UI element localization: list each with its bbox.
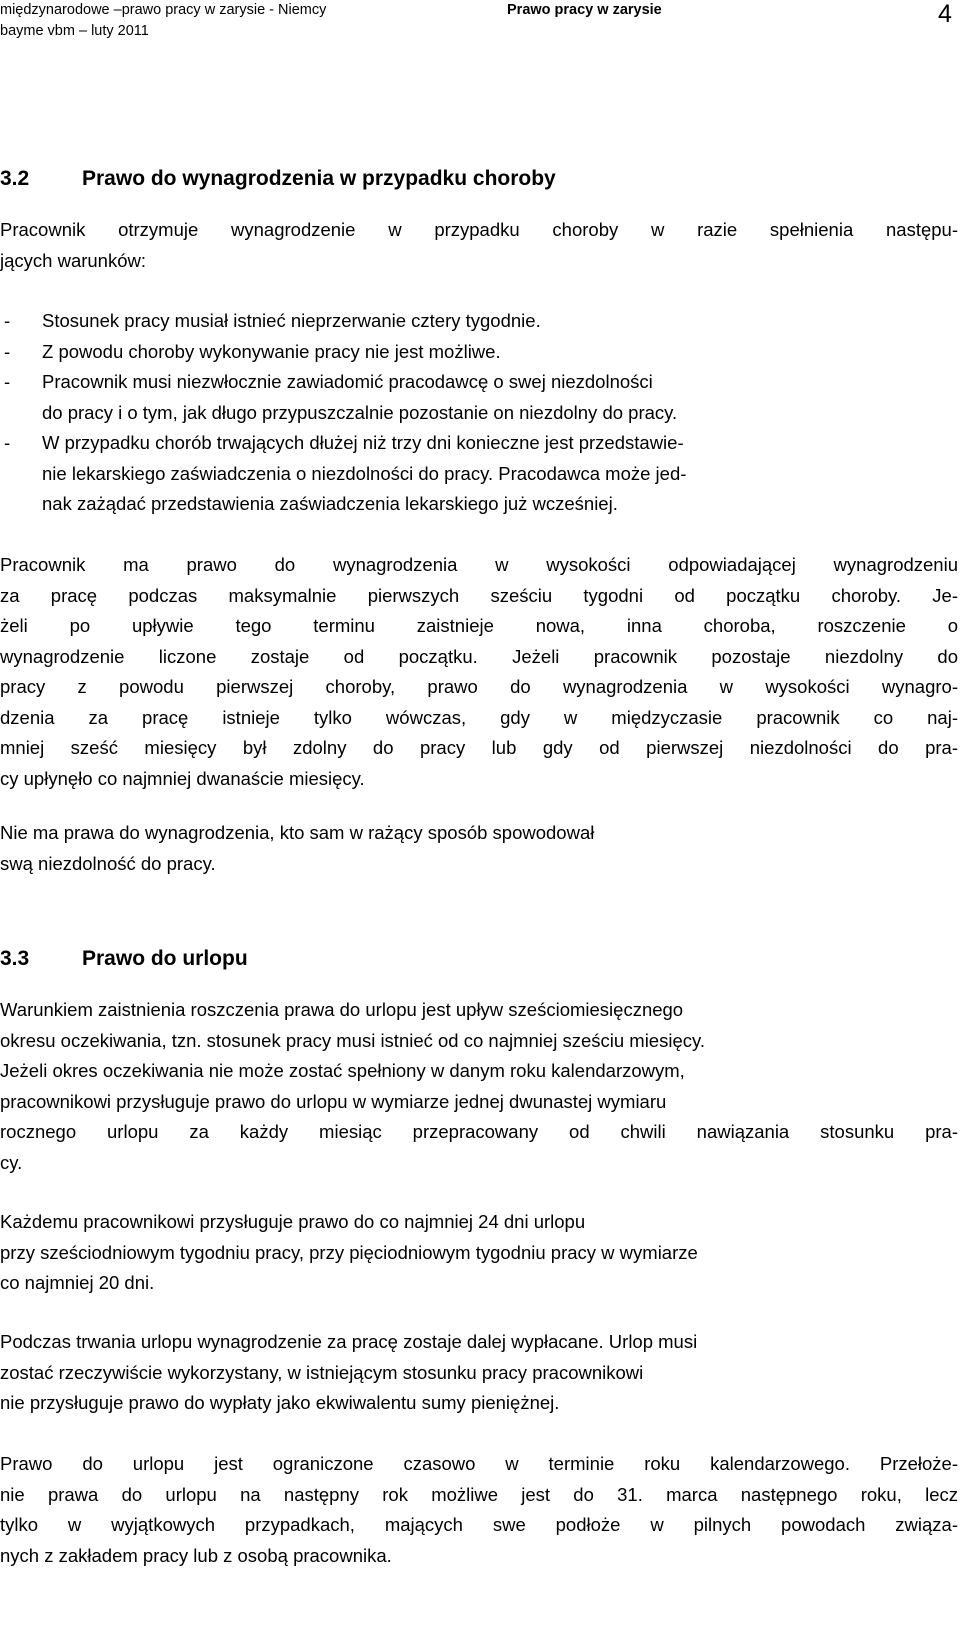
list-dash: - (4, 432, 11, 453)
list-dash: - (4, 310, 11, 331)
text-line: Prawo do urlopu jest ograniczone czasowo w terminie roku kalendarzowego. Przełoże- (0, 1453, 958, 1474)
text-line: Podczas trwania urlopu wynagrodzenie za pracę zostaje dalej wypłacane. Urlop musi (0, 1331, 698, 1352)
list-item (0, 306, 958, 337)
text-line: jących warunków: (0, 249, 147, 271)
text-line: mniej sześć miesięcy był zdolny do pracy lub gdy od pierwszej niezdolności do pra- (0, 737, 958, 758)
text-line: zostać rzeczywiście wykorzystany, w istniejącym stosunku pracy pracownikowi (0, 1361, 644, 1383)
text-line: nie przysługuje prawo do wypłaty jako ekwiwalentu sumy pieniężnej. (0, 1392, 560, 1413)
section-number: 3.3 (0, 947, 30, 970)
text-line: nie prawa do urlopu na następny rok możliwe jest do 31. marca następnego roku, lecz (0, 1483, 958, 1505)
text-line: nych z zakładem pracy lub z osobą pracownika. (0, 1544, 392, 1566)
text-line: Pracownik otrzymuje wynagrodzenie w przypadku choroby w razie spełnienia następu- (0, 219, 958, 240)
text-line: pracownikowi przysługuje prawo do urlopu w wymiarze jednej dwunastej wymiaru (0, 1090, 667, 1112)
text-line: przy sześciodniowym tygodniu pracy, przy pięciodniowym tygodniu pracy w wymiarze (0, 1241, 698, 1263)
text-line: Nie ma prawa do wynagrodzenia, kto sam w rażący sposób spowodował (0, 822, 595, 843)
running-header (0, 0, 326, 42)
text-line: rocznego urlopu za każdy miesiąc przepracowany od chwili nawiązania stosunku pra- (0, 1121, 958, 1142)
header-publisher-date: bayme vbm – luty 2011 (0, 23, 149, 39)
paragraph-leave-days (0, 1207, 958, 1299)
text-line: Każdemu pracownikowi przysługuje prawo do co najmniej 24 dni urlopu (0, 1211, 586, 1232)
text-line: Pracownik ma prawo do wynagrodzenia w wysokości odpowiadającej wynagrodzeniu (0, 554, 958, 575)
text-line: swą niezdolność do pracy. (0, 852, 216, 874)
list-item (0, 367, 958, 428)
list-item-text: nie lekarskiego zaświadczenia o niezdolności do pracy. Pracodawca może jed- (42, 462, 687, 484)
paragraph-remuneration (0, 550, 958, 794)
section-title: Prawo do wynagrodzenia w przypadku choroby (82, 167, 556, 190)
section-number: 3.2 (0, 167, 30, 190)
list-item (0, 337, 958, 368)
text-line: wynagrodzenie liczone zostaje od początku. Jeżeli pracownik pozostaje niezdolny do (0, 645, 958, 667)
list-item (0, 428, 958, 520)
list-item-text: W przypadku chorób trwających dłużej niż trzy dni konieczne jest przedstawie- (42, 432, 684, 453)
text-line: pracy z powodu pierwszej choroby, prawo do wynagrodzenia w wysokości wynagro- (0, 676, 958, 697)
header-section-title: Prawo pracy w zarysie (507, 2, 662, 18)
section-title: Prawo do urlopu (82, 947, 248, 970)
list-item-text: Stosunek pracy musiał istnieć nieprzerwanie cztery tygodnie. (42, 310, 541, 331)
text-line: tylko w wyjątkowych przypadkach, mających swe podłoże w pilnych powodach związa- (0, 1514, 958, 1535)
text-line: za pracę podczas maksymalnie pierwszych sześciu tygodni od początku choroby. Je- (0, 584, 958, 606)
header-document-title: międzynarodowe –prawo pracy w zarysie - Niemcy (0, 2, 327, 18)
section-heading-3-3 (0, 946, 248, 972)
text-line: cy. (0, 1151, 23, 1173)
section-heading-3-2 (0, 166, 556, 192)
paragraph-intro (0, 215, 958, 276)
paragraph-waiting-period (0, 995, 958, 1178)
paragraph-leave-pay (0, 1327, 958, 1419)
list-item-text: nak zażądać przedstawienia zaświadczenia lekarskiego już wcześniej. (42, 493, 618, 514)
list-item-text: Z powodu choroby wykonywanie pracy nie jest możliwe. (42, 340, 501, 362)
page-number: 4 (938, 0, 952, 28)
list-item-text: do pracy i o tym, jak długo przypuszczalnie pozostanie on niezdolny do pracy. (42, 401, 678, 423)
list-item-text: Pracownik musi niezwłocznie zawiadomić pracodawcę o swej niezdolności (42, 371, 653, 392)
text-line: okresu oczekiwania, tzn. stosunek pracy musi istnieć od co najmniej sześciu miesięcy. (0, 1029, 706, 1051)
list-dash: - (4, 340, 11, 362)
paragraph-leave-carryover (0, 1449, 958, 1571)
text-line: Jeżeli okres oczekiwania nie może zostać spełniony w danym roku kalendarzowym, (0, 1060, 685, 1081)
text-line: Warunkiem zaistnienia roszczenia prawa do urlopu jest upływ sześciomiesięcznego (0, 999, 684, 1020)
list-dash: - (4, 371, 11, 392)
conditions-list (0, 306, 958, 520)
paragraph-exclusion (0, 818, 958, 879)
text-line: dzenia za pracę istnieje tylko wówczas, gdy w międzyczasie pracownik co naj- (0, 706, 958, 728)
text-line: cy upłynęło co najmniej dwanaście miesięcy. (0, 767, 365, 789)
text-line: żeli po upływie tego terminu zaistnieje nowa, inna choroba, roszczenie o (0, 615, 958, 636)
text-line: co najmniej 20 dni. (0, 1272, 155, 1293)
